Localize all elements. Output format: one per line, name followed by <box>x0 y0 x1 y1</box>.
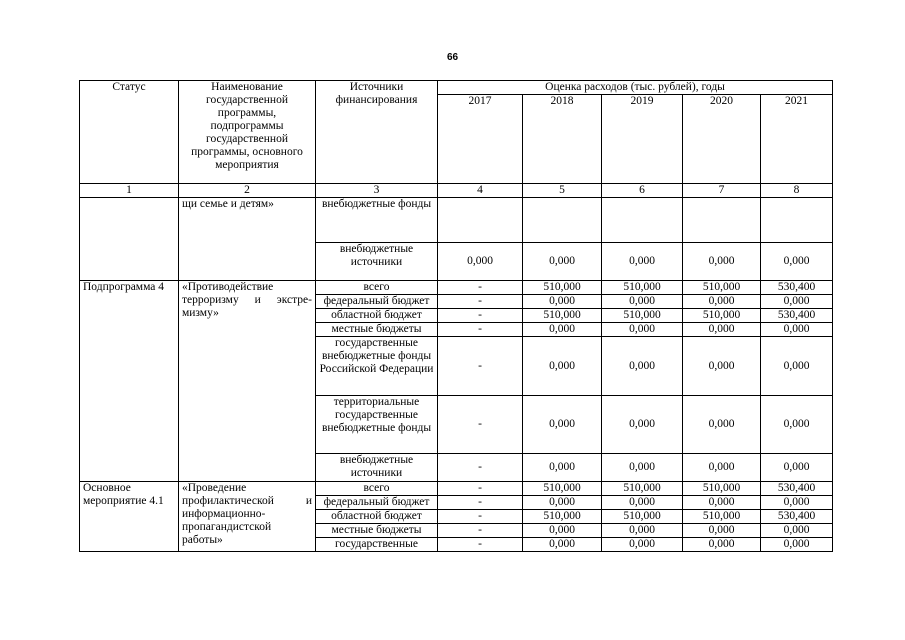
value-cell: 530,400 <box>761 281 833 295</box>
value-cell: 510,000 <box>683 309 761 323</box>
value-cell: 0,000 <box>761 243 833 281</box>
value-cell: 0,000 <box>523 496 602 510</box>
status-cell <box>80 198 179 281</box>
value-cell: 530,400 <box>761 510 833 524</box>
header-year: 2019 <box>602 95 683 184</box>
value-cell: 0,000 <box>523 243 602 281</box>
source-cell: федеральный бюджет <box>316 496 438 510</box>
value-cell: 0,000 <box>683 524 761 538</box>
source-cell: государственные <box>316 538 438 552</box>
value-cell: 0,000 <box>683 323 761 337</box>
value-cell: 0,000 <box>523 524 602 538</box>
column-number: 3 <box>316 184 438 198</box>
value-cell: - <box>438 323 523 337</box>
value-cell: 0,000 <box>523 454 602 482</box>
value-cell: 0,000 <box>602 323 683 337</box>
value-cell: 0,000 <box>602 524 683 538</box>
table-row <box>80 281 833 295</box>
column-numbers-row <box>80 184 833 198</box>
value-cell: 0,000 <box>761 496 833 510</box>
source-cell: областной бюджет <box>316 309 438 323</box>
value-cell: - <box>438 510 523 524</box>
value-cell: 0,000 <box>683 337 761 396</box>
value-cell: 0,000 <box>602 337 683 396</box>
value-cell: 0,000 <box>683 396 761 454</box>
source-cell: областной бюджет <box>316 510 438 524</box>
value-cell: 510,000 <box>683 281 761 295</box>
value-cell: - <box>438 454 523 482</box>
value-cell: 510,000 <box>602 482 683 496</box>
header-name: Наименование государственной программы, подпрограммы государственной программы, основного мероприятия <box>179 81 316 184</box>
value-cell: 510,000 <box>602 281 683 295</box>
value-cell: 510,000 <box>602 510 683 524</box>
column-number: 5 <box>523 184 602 198</box>
status-cell: Основное мероприятие 4.1 <box>80 482 179 552</box>
value-cell: 0,000 <box>761 323 833 337</box>
column-number: 1 <box>80 184 179 198</box>
source-cell: внебюджетные источники <box>316 243 438 281</box>
page-number: 66 <box>446 52 459 63</box>
value-cell: 0,000 <box>683 295 761 309</box>
header-year: 2017 <box>438 95 523 184</box>
value-cell: - <box>438 496 523 510</box>
header-sources: Источники финансирования <box>316 81 438 184</box>
value-cell: - <box>438 309 523 323</box>
value-cell: 0,000 <box>602 295 683 309</box>
value-cell: 0,000 <box>761 295 833 309</box>
column-number: 6 <box>602 184 683 198</box>
value-cell: 0,000 <box>683 243 761 281</box>
value-cell: 510,000 <box>602 309 683 323</box>
value-cell: - <box>438 482 523 496</box>
value-cell: 0,000 <box>438 243 523 281</box>
value-cell: 0,000 <box>683 454 761 482</box>
value-cell <box>761 198 833 243</box>
value-cell: 0,000 <box>602 454 683 482</box>
column-number: 8 <box>761 184 833 198</box>
column-number: 7 <box>683 184 761 198</box>
value-cell: - <box>438 295 523 309</box>
value-cell: 510,000 <box>683 510 761 524</box>
source-cell: федеральный бюджет <box>316 295 438 309</box>
value-cell: 510,000 <box>523 281 602 295</box>
value-cell: 0,000 <box>523 396 602 454</box>
source-cell: местные бюджеты <box>316 323 438 337</box>
header-year: 2018 <box>523 95 602 184</box>
value-cell: - <box>438 538 523 552</box>
name-cell: «Проведение профилактической и информационно- пропагандистской работы» <box>179 482 316 552</box>
value-cell: 0,000 <box>761 337 833 396</box>
value-cell: 0,000 <box>602 396 683 454</box>
column-number: 4 <box>438 184 523 198</box>
value-cell: 0,000 <box>523 538 602 552</box>
source-cell: территориальные государственные внебюджетные фонды <box>316 396 438 454</box>
source-cell: всего <box>316 482 438 496</box>
source-cell: внебюджетные фонды <box>316 198 438 243</box>
value-cell <box>602 198 683 243</box>
value-cell: 530,400 <box>761 482 833 496</box>
source-cell: местные бюджеты <box>316 524 438 538</box>
budget-table <box>79 80 833 552</box>
value-cell: - <box>438 524 523 538</box>
value-cell: 510,000 <box>523 510 602 524</box>
value-cell: - <box>438 281 523 295</box>
value-cell: 510,000 <box>523 309 602 323</box>
value-cell: 510,000 <box>523 482 602 496</box>
value-cell: 0,000 <box>602 496 683 510</box>
value-cell: - <box>438 337 523 396</box>
table-row <box>80 198 833 243</box>
value-cell: 0,000 <box>523 323 602 337</box>
source-cell: внебюджетные источники <box>316 454 438 482</box>
source-cell: государственные внебюджетные фонды Российской Федерации <box>316 337 438 396</box>
header-estimate: Оценка расходов (тыс. рублей), годы <box>438 81 833 95</box>
value-cell: 0,000 <box>761 538 833 552</box>
table-row <box>80 482 833 496</box>
value-cell: 0,000 <box>602 243 683 281</box>
header-year: 2020 <box>683 95 761 184</box>
header-status: Статус <box>80 81 179 184</box>
value-cell <box>683 198 761 243</box>
status-cell: Подпрограмма 4 <box>80 281 179 482</box>
header-row <box>80 81 833 95</box>
source-cell: всего <box>316 281 438 295</box>
value-cell: 0,000 <box>761 454 833 482</box>
value-cell <box>523 198 602 243</box>
value-cell: 530,400 <box>761 309 833 323</box>
value-cell: 0,000 <box>523 295 602 309</box>
value-cell: 0,000 <box>683 496 761 510</box>
value-cell: 0,000 <box>683 538 761 552</box>
value-cell: - <box>438 396 523 454</box>
column-number: 2 <box>179 184 316 198</box>
value-cell: 0,000 <box>523 337 602 396</box>
value-cell: 510,000 <box>683 482 761 496</box>
name-cell: щи семье и детям» <box>179 198 316 281</box>
value-cell: 0,000 <box>761 524 833 538</box>
value-cell: 0,000 <box>602 538 683 552</box>
value-cell: 0,000 <box>761 396 833 454</box>
value-cell <box>438 198 523 243</box>
header-year: 2021 <box>761 95 833 184</box>
name-cell: «Противодействие терроризму и экстре- мизму» <box>179 281 316 482</box>
